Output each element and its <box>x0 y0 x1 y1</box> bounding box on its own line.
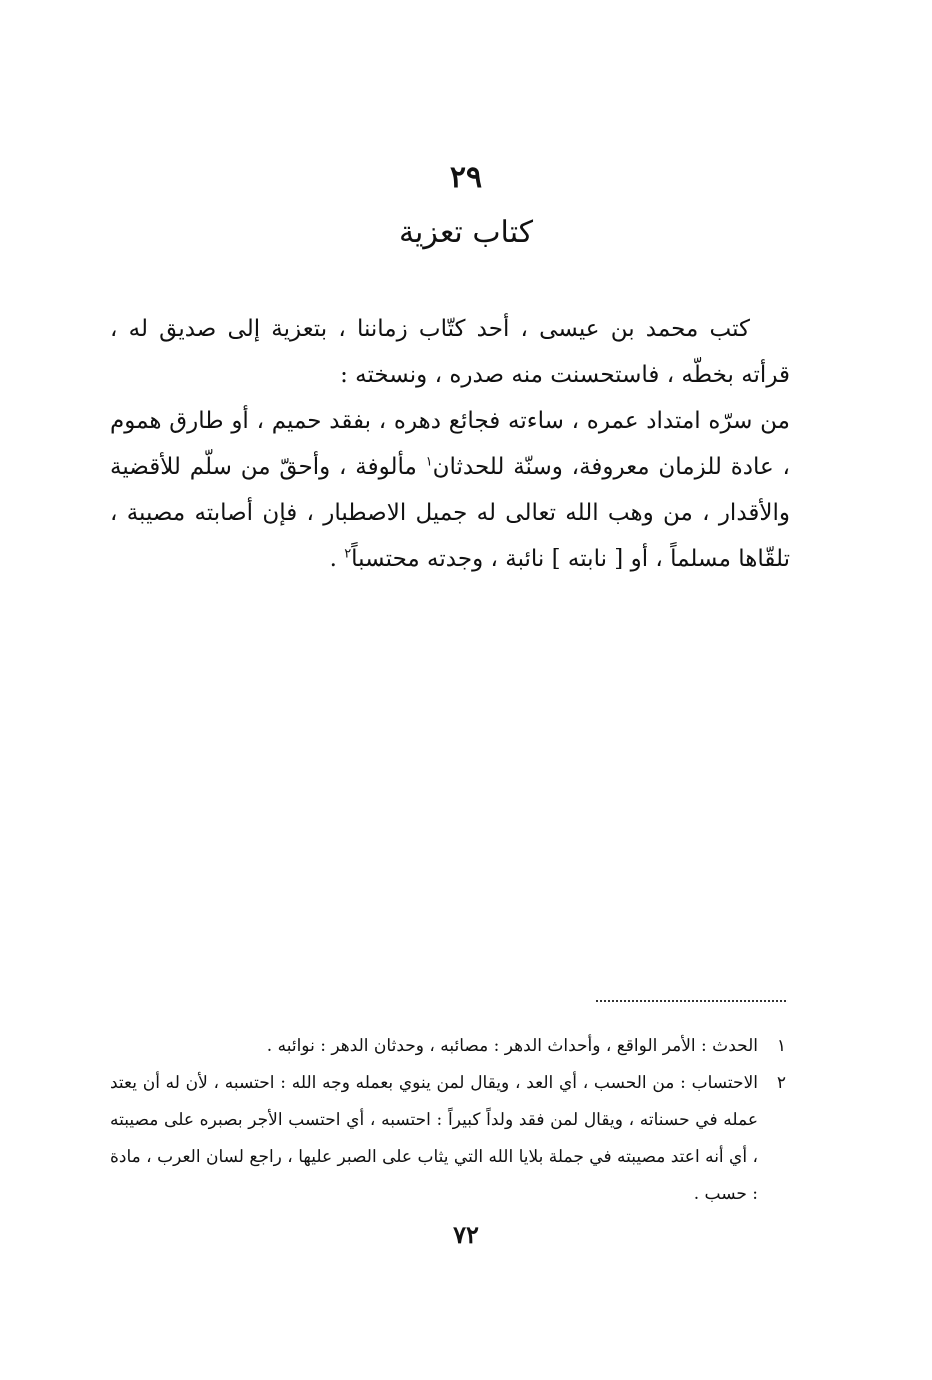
footnote-text: الاحتساب : من الحسب ، أي العد ، ويقال لمن ينوي بعمله وجه الله : احتسبه ، لأن له أن يعتد عمله في حسناته ، ويقال لمن فقد ولداً كبيراً : احتسبه ، أي احتسب الأجر بصبره على مصيبته ، أي أنه اعتد مصيبته في جملة بلايا الله التي يثاب على الصبر عليها ، راجع لسان العرب ، مادة : حسب . <box>110 1073 759 1204</box>
footnote-separator <box>596 1000 786 1002</box>
intro-paragraph: كتب محمد بن عيسى ، أحد كتّاب زماننا ، بتعزية إلى صديق له ، قرأته بخطّه ، فاستحسنت منه صدره ، ونسخته : <box>110 316 790 388</box>
footnotes <box>110 1028 786 1213</box>
footnote-number: ٢ <box>776 1073 786 1093</box>
footnote-1 <box>110 1028 786 1065</box>
letter-paragraph <box>110 398 790 582</box>
letter-part-2: مألوفة ، وأحقّ من سلّم للأقضية والأقدار ، من وهب الله تعالى له جميل الاصطبار ، فإن أصابته مصيبة ، تلقّاها مسلماً ، أو [ نابته ] نائبة ، وجدته محتسباً <box>110 454 790 572</box>
footnote-ref-1: ١ <box>425 454 433 470</box>
footnote-number: ١ <box>776 1036 786 1056</box>
letter-end: . <box>329 546 337 572</box>
chapter-title: كتاب تعزية <box>398 215 534 250</box>
footnote-2 <box>110 1065 786 1213</box>
footnote-text: الحدث : الأمر الواقع ، وأحداث الدهر : مصائبه ، وحدثان الدهر : نوائبه . <box>266 1036 758 1056</box>
letter-part-1: من سرّه امتداد عمره ، ساءته فجائع دهره ، بفقد حميم ، أو طارق هموم ، عادة للزمان معروفة، وسنّة للحدثان <box>110 408 791 480</box>
footnote-ref-2: ٢ <box>344 546 352 562</box>
main-text <box>110 306 790 582</box>
chapter-number: ٢٩ <box>449 160 483 195</box>
page-number: ٧٢ <box>453 1220 479 1249</box>
